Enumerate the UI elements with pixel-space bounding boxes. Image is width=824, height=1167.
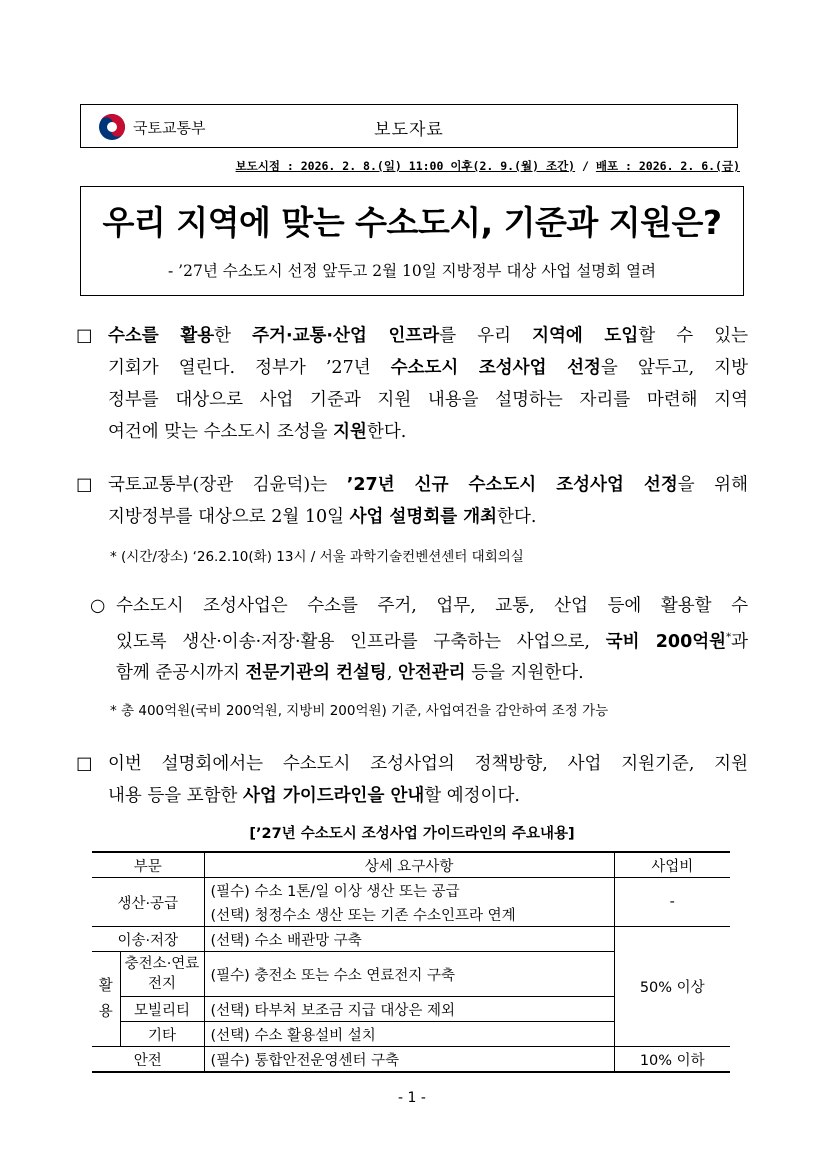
page-title: 우리 지역에 맞는 수소도시, 기준과 지원은? (102, 203, 722, 242)
paragraph-3-line-2 (76, 780, 748, 812)
bold-phrase: 수소도시 조성사업 선정 (390, 358, 601, 378)
square-bullet-icon: □ (76, 326, 93, 346)
page-subtitle: - ’27년 수소도시 선정 앞두고 2월 10일 지방정부 대상 사업 설명회 열려 (168, 262, 656, 280)
bold-phrase: 전문기관의 컨설팅 (245, 662, 387, 683)
text-phrase: 한다. (366, 422, 407, 442)
table-header-row (92, 852, 730, 878)
paragraph-2 (76, 469, 748, 533)
text-phrase: 여건에 맞는 수소도시 조성을 (108, 422, 334, 442)
requirement-cell: (선택) 청정수소 생산 또는 기존 수소인프라 연계 (204, 902, 614, 927)
requirement-cell: (필수) 충전소 또는 수소 연료전지 구축 (204, 952, 614, 997)
category-cell: 모빌리티 (120, 997, 204, 1022)
cost-cell: - (614, 878, 730, 927)
release-info (236, 158, 740, 174)
sub-point-line-2 (90, 622, 748, 658)
bold-phrase: 주거·교통·산업 인프라 (252, 326, 440, 346)
requirement-cell: (필수) 수소 1톤/일 이상 생산 또는 공급 (204, 878, 614, 903)
release-separator: / (575, 159, 596, 173)
category-cell: 생산·공급 (92, 878, 204, 927)
text-phrase: , (386, 662, 398, 683)
requirement-cell: (필수) 통합안전운영센터 구축 (204, 1047, 614, 1073)
paragraph-1-line-3: 정부를 대상으로 사업 기준과 지원 내용을 설명하는 자리를 마련해 지역 (108, 390, 748, 410)
guideline-table (92, 851, 730, 1073)
category-cell: 기타 (120, 1022, 204, 1047)
column-header: 사업비 (614, 852, 730, 878)
text-phrase: 할 예정이다. (424, 786, 520, 806)
sub-point-line-1: 수소도시 조성사업은 수소를 주거, 업무, 교통, 산업 등에 활용할 수 (116, 596, 748, 616)
text-phrase: 기회가 열린다. 정부가 ’27년 (108, 358, 391, 378)
sub-point-1 (90, 591, 748, 689)
sub-point-line-3 (90, 658, 748, 689)
circle-bullet-icon: ○ (90, 596, 106, 616)
distribution-date: 배포 : 2026. 2. 6.(금) (595, 159, 740, 173)
embargo-time: 보도시점 : 2026. 2. 8.(일) 11:00 이후(2. 9.(월) 조간) (235, 159, 576, 173)
category-cell: 안전 (92, 1047, 204, 1073)
paragraph-3-line-1: 이번 설명회에서는 수소도시 조성사업의 정책방향, 사업 지원기준, 지원 (108, 754, 748, 774)
group-cell (92, 952, 120, 1047)
paragraph-2-line-1 (76, 469, 748, 501)
group-label: 활용 (98, 978, 113, 1020)
table-row (92, 927, 730, 952)
paragraph-2-line-2 (76, 501, 748, 533)
ministry-name: 국토교통부 (133, 119, 206, 137)
category-cell: 충전소·연료전지 (120, 952, 204, 997)
header-box (80, 104, 738, 148)
title-box (80, 186, 744, 296)
text-phrase: 할 수 있는 (638, 326, 749, 346)
text-phrase: 있도록 생산·이송·저장·활용 인프라를 구축하는 사업으로, (116, 631, 606, 652)
paragraph-1-line-4 (76, 416, 748, 448)
requirement-cell: (선택) 타부처 보조금 지급 대상은 제외 (204, 997, 614, 1022)
text-phrase: 을 위해 (677, 475, 748, 495)
text-phrase: 함께 준공시까지 (116, 662, 246, 683)
footnote-budget: * 총 400억원(국비 200억원, 지방비 200억원) 기준, 사업여건을 감안하여 조정 가능 (110, 703, 609, 719)
cost-cell: 10% 이하 (614, 1047, 730, 1073)
bold-phrase: 수소를 활용 (108, 326, 215, 346)
bold-phrase: ’27년 신규 수소도시 조성사업 선정 (346, 475, 678, 495)
bold-phrase: 지역에 도입 (532, 326, 639, 346)
footnote-schedule: * (시간/장소) ‘26.2.10(화) 13시 / 서울 과학기술컨벤션센터 대회의실 (110, 549, 524, 565)
column-header: 상세 요구사항 (204, 852, 614, 878)
paragraph-3 (76, 748, 748, 812)
bold-phrase: 안전관리 (397, 662, 466, 683)
text-phrase: 한다. (497, 507, 537, 527)
text-phrase: 국토교통부(장관 김윤덕)는 (108, 475, 347, 495)
page-number: - 1 - (398, 1090, 426, 1106)
bold-phrase: 국비 200억원 (605, 631, 727, 652)
text-phrase: 과 (731, 631, 748, 652)
bold-phrase: 사업 가이드라인을 안내 (243, 786, 425, 806)
square-bullet-icon: □ (76, 754, 93, 774)
category-cell: 이송·저장 (92, 927, 204, 952)
requirement-cell: (선택) 수소 배관망 구축 (204, 927, 614, 952)
paragraph-1-line-1 (76, 320, 748, 352)
document-type: 보도자료 (374, 120, 444, 140)
paragraph-1 (76, 320, 748, 448)
table-caption: [’27년 수소도시 조성사업 가이드라인의 주요내용] (249, 826, 575, 842)
bold-phrase: 사업 설명회를 개최 (349, 507, 498, 527)
text-phrase: 지방정부를 대상으로 2월 10일 (108, 507, 350, 527)
text-phrase: 한 (214, 326, 253, 346)
column-header: 부문 (92, 852, 204, 878)
table-row (92, 878, 730, 903)
paragraph-1-line-2 (76, 352, 748, 384)
square-bullet-icon: □ (76, 475, 93, 495)
text-phrase: 를 우리 (439, 326, 533, 346)
table-row (92, 1047, 730, 1073)
text-phrase: 등을 지원한다. (465, 662, 584, 683)
requirement-cell: (선택) 수소 활용설비 설치 (204, 1022, 614, 1047)
text-phrase: 내용 등을 포함한 (108, 786, 244, 806)
bold-phrase: 지원 (333, 422, 367, 442)
text-phrase: 을 앞두고, 지방 (600, 358, 748, 378)
footnote-marker: * (726, 632, 732, 643)
cost-cell: 50% 이상 (614, 927, 730, 1047)
